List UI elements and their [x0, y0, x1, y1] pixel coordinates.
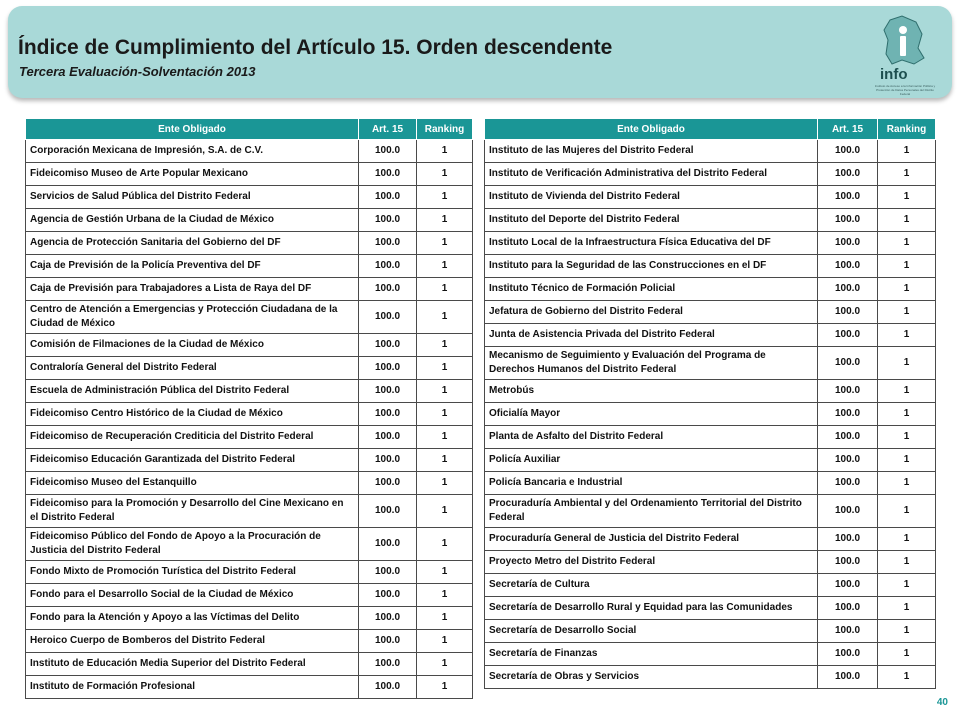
ente-name-cell: Procuraduría General de Justicia del Distrito Federal	[485, 528, 818, 551]
art15-score-cell: 100.0	[359, 357, 417, 380]
art15-score-cell: 100.0	[359, 209, 417, 232]
ente-name-cell: Instituto de las Mujeres del Distrito Federal	[485, 140, 818, 163]
ranking-cell: 1	[417, 140, 473, 163]
art15-score-cell: 100.0	[818, 551, 878, 574]
ente-name-cell: Secretaría de Obras y Servicios	[485, 666, 818, 689]
ente-name-cell: Heroico Cuerpo de Bomberos del Distrito Federal	[26, 630, 359, 653]
table-row	[485, 495, 936, 528]
art15-score-cell: 100.0	[818, 426, 878, 449]
ranking-cell: 1	[878, 380, 936, 403]
ranking-cell: 1	[878, 163, 936, 186]
art15-score-cell: 100.0	[359, 630, 417, 653]
logo-caption: Instituto de Acceso a la Información Pública y Protección de Datos Personales del Distrito Federal	[874, 84, 936, 96]
ente-name-cell: Oficialía Mayor	[485, 403, 818, 426]
ente-name-cell: Instituto Técnico de Formación Policial	[485, 278, 818, 301]
art15-score-cell: 100.0	[818, 186, 878, 209]
table-row	[485, 301, 936, 324]
ranking-cell: 1	[878, 232, 936, 255]
ranking-cell: 1	[417, 426, 473, 449]
ranking-cell: 1	[417, 584, 473, 607]
table-row	[26, 232, 473, 255]
ente-name-cell: Instituto del Deporte del Distrito Federal	[485, 209, 818, 232]
ente-name-cell: Fideicomiso Centro Histórico de la Ciudad de México	[26, 403, 359, 426]
ranking-cell: 1	[417, 301, 473, 334]
art15-score-cell: 100.0	[359, 495, 417, 528]
art15-score-cell: 100.0	[818, 495, 878, 528]
ente-name-cell: Escuela de Administración Pública del Distrito Federal	[26, 380, 359, 403]
ente-name-cell: Junta de Asistencia Privada del Distrito Federal	[485, 324, 818, 347]
ranking-cell: 1	[417, 495, 473, 528]
art15-score-cell: 100.0	[818, 301, 878, 324]
ente-name-cell: Caja de Previsión de la Policía Preventiva del DF	[26, 255, 359, 278]
ranking-cell: 1	[417, 186, 473, 209]
ranking-cell: 1	[878, 643, 936, 666]
title-banner	[8, 6, 952, 98]
ente-name-cell: Secretaría de Desarrollo Social	[485, 620, 818, 643]
ranking-cell: 1	[417, 561, 473, 584]
right-ranking-table	[484, 118, 936, 689]
table-row	[26, 163, 473, 186]
ranking-cell: 1	[417, 255, 473, 278]
ente-name-cell: Fideicomiso Público del Fondo de Apoyo a la Procuración de Justicia del Distrito Federal	[26, 528, 359, 561]
art15-score-cell: 100.0	[818, 163, 878, 186]
art15-score-cell: 100.0	[818, 643, 878, 666]
ente-name-cell: Planta de Asfalto del Distrito Federal	[485, 426, 818, 449]
ente-name-cell: Instituto de Verificación Administrativa del Distrito Federal	[485, 163, 818, 186]
ranking-cell: 1	[878, 426, 936, 449]
ranking-cell: 1	[878, 209, 936, 232]
art15-score-cell: 100.0	[818, 449, 878, 472]
left-table-body	[26, 140, 473, 699]
table-row	[485, 403, 936, 426]
table-row	[485, 324, 936, 347]
ente-name-cell: Fondo Mixto de Promoción Turística del Distrito Federal	[26, 561, 359, 584]
ente-name-cell: Procuraduría Ambiental y del Ordenamiento Territorial del Distrito Federal	[485, 495, 818, 528]
ente-name-cell: Instituto Local de la Infraestructura Física Educativa del DF	[485, 232, 818, 255]
art15-score-cell: 100.0	[359, 255, 417, 278]
ranking-cell: 1	[878, 403, 936, 426]
table-row	[26, 676, 473, 699]
logo-wordmark: info	[880, 66, 908, 83]
ente-name-cell: Servicios de Salud Pública del Distrito Federal	[26, 186, 359, 209]
ente-name-cell: Fideicomiso Museo del Estanquillo	[26, 472, 359, 495]
art15-score-cell: 100.0	[359, 301, 417, 334]
table-row	[26, 607, 473, 630]
ranking-cell: 1	[417, 607, 473, 630]
ente-name-cell: Agencia de Protección Sanitaria del Gobierno del DF	[26, 232, 359, 255]
table-row	[26, 472, 473, 495]
table-row	[485, 380, 936, 403]
ranking-cell: 1	[878, 472, 936, 495]
ente-name-cell: Fideicomiso de Recuperación Crediticia del Distrito Federal	[26, 426, 359, 449]
right-table-body	[485, 140, 936, 689]
table-row	[26, 278, 473, 301]
ente-name-cell: Instituto de Formación Profesional	[26, 676, 359, 699]
ente-name-cell: Fondo para el Desarrollo Social de la Ciudad de México	[26, 584, 359, 607]
ranking-cell: 1	[417, 357, 473, 380]
art15-score-cell: 100.0	[359, 232, 417, 255]
column-header-art15: Art. 15	[359, 119, 417, 140]
column-header-ente: Ente Obligado	[26, 119, 359, 140]
infodf-logo	[872, 14, 938, 98]
ente-name-cell: Instituto de Educación Media Superior del Distrito Federal	[26, 653, 359, 676]
ranking-cell: 1	[878, 597, 936, 620]
page-title: Índice de Cumplimiento del Artículo 15. Orden descendente	[18, 36, 613, 59]
ente-name-cell: Jefatura de Gobierno del Distrito Federal	[485, 301, 818, 324]
table-row	[485, 255, 936, 278]
ranking-cell: 1	[417, 449, 473, 472]
table-row	[485, 528, 936, 551]
table-row	[485, 597, 936, 620]
art15-score-cell: 100.0	[359, 449, 417, 472]
art15-score-cell: 100.0	[818, 140, 878, 163]
art15-score-cell: 100.0	[359, 380, 417, 403]
art15-score-cell: 100.0	[359, 653, 417, 676]
art15-score-cell: 100.0	[818, 255, 878, 278]
ente-name-cell: Contraloría General del Distrito Federal	[26, 357, 359, 380]
ente-name-cell: Instituto para la Seguridad de las Construcciones en el DF	[485, 255, 818, 278]
ranking-cell: 1	[878, 186, 936, 209]
ranking-cell: 1	[878, 301, 936, 324]
table-row	[26, 630, 473, 653]
table-row	[26, 426, 473, 449]
ranking-cell: 1	[878, 574, 936, 597]
art15-score-cell: 100.0	[359, 528, 417, 561]
table-row	[26, 334, 473, 357]
ente-name-cell: Policía Auxiliar	[485, 449, 818, 472]
ente-name-cell: Caja de Previsión para Trabajadores a Lista de Raya del DF	[26, 278, 359, 301]
art15-score-cell: 100.0	[359, 584, 417, 607]
table-row	[485, 347, 936, 380]
table-row	[26, 449, 473, 472]
ranking-cell: 1	[878, 255, 936, 278]
ranking-cell: 1	[417, 209, 473, 232]
ranking-cell: 1	[878, 347, 936, 380]
art15-score-cell: 100.0	[818, 380, 878, 403]
table-row	[26, 301, 473, 334]
table-header-row	[485, 119, 936, 140]
art15-score-cell: 100.0	[359, 607, 417, 630]
column-header-ranking: Ranking	[878, 119, 936, 140]
ente-name-cell: Agencia de Gestión Urbana de la Ciudad de México	[26, 209, 359, 232]
art15-score-cell: 100.0	[359, 403, 417, 426]
page-number: 40	[936, 697, 948, 708]
ranking-cell: 1	[417, 676, 473, 699]
art15-score-cell: 100.0	[359, 561, 417, 584]
table-row	[26, 140, 473, 163]
page-subtitle: Tercera Evaluación-Solventación 2013	[19, 64, 256, 79]
art15-score-cell: 100.0	[818, 209, 878, 232]
art15-score-cell: 100.0	[818, 666, 878, 689]
table-row	[26, 403, 473, 426]
ente-name-cell: Centro de Atención a Emergencias y Protección Ciudadana de la Ciudad de México	[26, 301, 359, 334]
ranking-cell: 1	[878, 278, 936, 301]
ranking-cell: 1	[417, 653, 473, 676]
ranking-cell: 1	[878, 495, 936, 528]
ranking-cell: 1	[417, 232, 473, 255]
ranking-cell: 1	[878, 666, 936, 689]
ranking-cell: 1	[417, 403, 473, 426]
art15-score-cell: 100.0	[818, 324, 878, 347]
ente-name-cell: Fideicomiso Museo de Arte Popular Mexicano	[26, 163, 359, 186]
ranking-cell: 1	[878, 140, 936, 163]
art15-score-cell: 100.0	[359, 278, 417, 301]
ranking-cell: 1	[878, 528, 936, 551]
ente-name-cell: Comisión de Filmaciones de la Ciudad de México	[26, 334, 359, 357]
art15-score-cell: 100.0	[359, 140, 417, 163]
table-row	[485, 472, 936, 495]
art15-score-cell: 100.0	[359, 186, 417, 209]
table-row	[26, 380, 473, 403]
art15-score-cell: 100.0	[818, 597, 878, 620]
ente-name-cell: Secretaría de Finanzas	[485, 643, 818, 666]
art15-score-cell: 100.0	[359, 472, 417, 495]
ente-name-cell: Fondo para la Atención y Apoyo a las Víctimas del Delito	[26, 607, 359, 630]
table-row	[485, 186, 936, 209]
art15-score-cell: 100.0	[359, 334, 417, 357]
ranking-cell: 1	[417, 278, 473, 301]
table-row	[485, 209, 936, 232]
table-row	[485, 232, 936, 255]
table-row	[485, 643, 936, 666]
ranking-cell: 1	[878, 324, 936, 347]
table-row	[485, 666, 936, 689]
column-header-ente: Ente Obligado	[485, 119, 818, 140]
ranking-cell: 1	[417, 630, 473, 653]
art15-score-cell: 100.0	[818, 472, 878, 495]
table-row	[26, 653, 473, 676]
ente-name-cell: Secretaría de Cultura	[485, 574, 818, 597]
column-header-art15: Art. 15	[818, 119, 878, 140]
ranking-cell: 1	[878, 551, 936, 574]
table-row	[485, 574, 936, 597]
ente-name-cell: Policía Bancaria e Industrial	[485, 472, 818, 495]
ente-name-cell: Metrobús	[485, 380, 818, 403]
ranking-cell: 1	[417, 472, 473, 495]
ente-name-cell: Instituto de Vivienda del Distrito Federal	[485, 186, 818, 209]
ranking-cell: 1	[878, 620, 936, 643]
table-row	[26, 186, 473, 209]
table-row	[485, 551, 936, 574]
table-row	[485, 163, 936, 186]
table-row	[26, 357, 473, 380]
art15-score-cell: 100.0	[818, 403, 878, 426]
ranking-cell: 1	[417, 380, 473, 403]
ente-name-cell: Fideicomiso para la Promoción y Desarrollo del Cine Mexicano en el Distrito Federal	[26, 495, 359, 528]
art15-score-cell: 100.0	[359, 426, 417, 449]
ente-name-cell: Secretaría de Desarrollo Rural y Equidad para las Comunidades	[485, 597, 818, 620]
table-row	[26, 255, 473, 278]
ente-name-cell: Corporación Mexicana de Impresión, S.A. de C.V.	[26, 140, 359, 163]
table-header-row	[26, 119, 473, 140]
art15-score-cell: 100.0	[818, 620, 878, 643]
table-row	[485, 449, 936, 472]
art15-score-cell: 100.0	[818, 232, 878, 255]
table-row	[26, 495, 473, 528]
art15-score-cell: 100.0	[818, 528, 878, 551]
art15-score-cell: 100.0	[818, 278, 878, 301]
ranking-cell: 1	[417, 163, 473, 186]
art15-score-cell: 100.0	[359, 163, 417, 186]
left-ranking-table	[25, 118, 473, 699]
art15-score-cell: 100.0	[818, 574, 878, 597]
table-row	[26, 561, 473, 584]
table-row	[485, 426, 936, 449]
ranking-cell: 1	[417, 334, 473, 357]
ranking-cell: 1	[878, 449, 936, 472]
table-row	[485, 140, 936, 163]
table-row	[485, 620, 936, 643]
art15-score-cell: 100.0	[818, 347, 878, 380]
table-row	[26, 528, 473, 561]
table-row	[26, 584, 473, 607]
ente-name-cell: Proyecto Metro del Distrito Federal	[485, 551, 818, 574]
ranking-cell: 1	[417, 528, 473, 561]
ente-name-cell: Fideicomiso Educación Garantizada del Distrito Federal	[26, 449, 359, 472]
column-header-ranking: Ranking	[417, 119, 473, 140]
ente-name-cell: Mecanismo de Seguimiento y Evaluación del Programa de Derechos Humanos del Distrito Federal	[485, 347, 818, 380]
table-row	[485, 278, 936, 301]
table-row	[26, 209, 473, 232]
art15-score-cell: 100.0	[359, 676, 417, 699]
